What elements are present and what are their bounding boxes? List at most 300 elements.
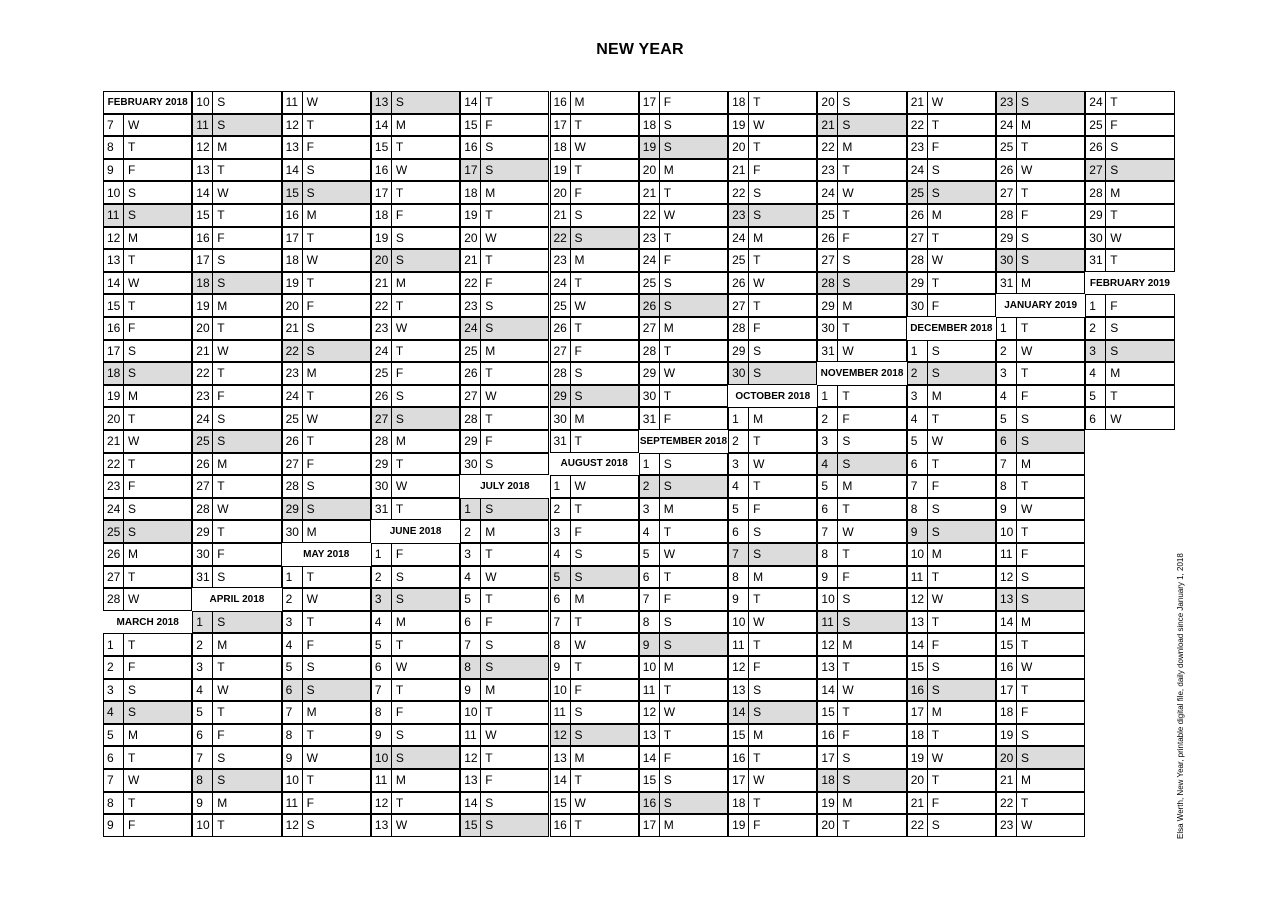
weekday-letter: S [395,95,404,110]
weekday-letter: W [128,117,140,132]
day-number: 2 [551,499,571,520]
weekday-letter: S [128,524,137,539]
day-number: 23 [818,160,838,181]
weekday-letter: F [931,479,940,494]
day-row [639,227,728,250]
day-row [996,91,1085,114]
day-row [460,498,549,521]
weekday-letter: S [306,682,315,697]
day-number: 24 [908,160,928,181]
weekday-letter: M [485,682,496,697]
day-number: 19 [640,137,660,158]
weekday-letter: W [306,750,318,765]
day-number: 21 [193,341,213,362]
day-number: 9 [283,747,303,768]
day-number: 22 [908,115,928,136]
day-number: 1 [997,318,1017,339]
month-header: SEPTEMBER 2018 [639,435,728,447]
weekday-letter: S [395,592,404,607]
day-row [639,204,728,227]
day-row [371,340,460,363]
day-row [728,633,817,656]
day-row [639,317,728,340]
day-number: 14 [104,273,124,294]
weekday-letter: S [395,253,404,268]
day-row [1085,227,1174,250]
day-number: 16 [283,205,303,226]
day-number: 29 [729,341,749,362]
day-row [282,679,371,702]
weekday-letter: W [842,185,854,200]
day-number: 7 [729,544,749,565]
weekday-letter: T [128,637,136,652]
day-number: 15 [551,793,571,814]
day-row [1085,204,1174,227]
weekday-letter: S [217,569,226,584]
day-row [282,91,371,114]
day-number: 7 [908,476,928,497]
day-number: 30 [372,476,392,497]
day-number: 4 [283,634,303,655]
month-header: MARCH 2018 [116,616,179,628]
weekday-letter: T [1110,208,1118,223]
weekday-letter: M [663,321,674,336]
weekday-letter: T [574,615,582,630]
day-number: 22 [729,182,749,203]
weekday-letter: W [842,682,854,697]
day-row [103,633,192,656]
weekday-letter: S [485,456,494,471]
day-number: 27 [193,476,213,497]
weekday-letter: T [485,95,493,110]
day-number: 31 [640,408,660,429]
weekday-letter: M [931,208,942,223]
weekday-letter: F [217,728,225,743]
weekday-letter: F [753,502,761,517]
day-row [639,294,728,317]
day-number: 29 [640,363,660,384]
weekday-letter: M [217,795,228,810]
day-number: 29 [193,521,213,542]
weekday-letter: M [395,276,406,291]
weekday-letter: T [753,637,761,652]
day-row [282,475,371,498]
day-row [460,633,549,656]
day-row [192,520,281,543]
weekday-letter: M [217,298,228,313]
weekday-letter: M [217,140,228,155]
day-row [282,181,371,204]
day-row [728,159,817,182]
day-row [817,159,906,182]
weekday-letter: W [931,750,944,765]
day-number: 6 [283,680,303,701]
day-row [996,792,1085,815]
day-row [996,701,1085,724]
day-number: 10 [193,92,213,113]
day-row [192,633,281,656]
day-number: 20 [640,160,660,181]
weekday-letter: M [753,230,764,245]
day-number: 13 [997,589,1017,610]
day-number: 9 [372,725,392,746]
weekday-letter: M [842,140,853,155]
weekday-letter: W [128,773,140,788]
day-row [639,792,728,815]
day-number: 28 [818,273,838,294]
day-number: 20 [372,250,392,271]
day-row [907,453,996,476]
day-number: 10 [193,815,213,836]
day-number: 18 [908,725,928,746]
day-number: 9 [729,589,749,610]
day-row [817,249,906,272]
day-number: 11 [908,567,928,588]
day-row [371,498,460,521]
day-number: 15 [997,634,1017,655]
day-row [907,769,996,792]
day-row [192,317,281,340]
weekday-letter: T [842,818,850,833]
day-row [282,611,371,634]
weekday-letter: F [753,163,761,178]
day-row [460,520,549,543]
day-number: 6 [104,747,124,768]
day-number: 14 [640,747,660,768]
day-row [639,543,728,566]
weekday-letter: F [663,411,672,426]
weekday-letter: F [217,547,225,562]
day-number: 10 [551,680,571,701]
day-number: 24 [729,228,749,249]
weekday-letter: S [306,321,315,336]
day-number: 20 [283,295,303,316]
day-row [103,543,192,566]
day-row [192,181,281,204]
weekday-letter: S [485,818,494,833]
weekday-letter: S [663,276,672,291]
weekday-letter: T [931,276,940,291]
weekday-letter: S [753,705,762,720]
day-number: 26 [104,544,124,565]
weekday-letter: W [395,163,408,178]
day-number: 28 [997,205,1017,226]
day-number: 26 [283,431,303,452]
day-row [817,520,906,543]
day-row [728,679,817,702]
day-number: 15 [104,295,124,316]
day-row [371,543,460,566]
weekday-letter: W [485,728,497,743]
day-row [460,249,549,272]
day-number: 4 [997,386,1017,407]
day-number: 17 [997,680,1017,701]
day-number: 28 [372,431,392,452]
day-row [103,498,192,521]
day-row [460,769,549,792]
weekday-letter: T [842,389,850,404]
weekday-letter: M [395,434,406,449]
day-row [817,724,906,747]
day-number: 23 [997,815,1017,836]
weekday-letter: M [842,795,853,810]
day-number: 6 [640,567,660,588]
weekday-letter: T [128,253,136,268]
day-row [550,633,639,656]
weekday-letter: S [931,524,940,539]
weekday-letter: F [1110,117,1118,132]
day-number: 21 [908,92,928,113]
day-row [817,746,906,769]
day-number: 18 [729,92,749,113]
day-number: 22 [997,793,1017,814]
page-title: NEW YEAR [596,41,684,58]
weekday-letter: T [306,117,314,132]
weekday-letter: T [753,253,761,268]
weekday-letter: T [395,637,404,652]
day-number: 30 [193,544,213,565]
day-row [728,249,817,272]
day-row [817,385,906,408]
weekday-letter: T [663,343,672,358]
day-number: 23 [283,363,303,384]
weekday-letter: M [753,411,764,426]
day-row [550,159,639,182]
day-number: 28 [283,476,303,497]
day-number: 26 [818,228,838,249]
day-number: 6 [372,657,392,678]
day-row [907,633,996,656]
day-row [282,724,371,747]
weekday-letter: T [395,456,404,471]
day-row [192,385,281,408]
day-row [996,385,1085,408]
day-number: 10 [104,182,124,203]
day-number: 17 [818,747,838,768]
day-row [550,566,639,589]
day-number: 26 [461,363,481,384]
day-row [728,340,817,363]
weekday-letter: S [485,298,494,313]
weekday-letter: F [485,434,493,449]
day-row [996,475,1085,498]
day-number: 20 [461,228,481,249]
weekday-letter: M [574,411,585,426]
day-number: 21 [461,250,481,271]
day-number: 23 [729,205,749,226]
day-row [550,769,639,792]
weekday-letter: T [128,750,136,765]
day-number: 24 [818,182,838,203]
weekday-letter: M [306,208,317,223]
day-row [192,701,281,724]
weekday-letter: S [1021,95,1030,110]
weekday-letter: F [663,750,672,765]
day-row [460,181,549,204]
weekday-letter: T [931,456,940,471]
weekday-letter: S [753,185,762,200]
day-number: 26 [908,205,928,226]
day-number: 9 [997,499,1017,520]
day-number: 5 [997,408,1017,429]
weekday-letter: W [574,637,586,652]
day-row [371,181,460,204]
day-row [996,181,1085,204]
day-number: 26 [997,160,1017,181]
day-row [371,272,460,295]
day-number: 29 [551,386,571,407]
day-row [371,814,460,837]
day-row [817,317,906,340]
day-row [817,679,906,702]
weekday-letter: W [128,276,140,291]
weekday-letter: W [395,818,408,833]
day-number: 21 [372,273,392,294]
day-row [639,340,728,363]
day-number: 5 [640,544,660,565]
weekday-letter: T [128,569,136,584]
weekday-letter: S [217,95,226,110]
weekday-letter: W [931,95,944,110]
day-row [103,272,192,295]
weekday-letter: M [1021,773,1031,788]
weekday-letter: S [485,795,494,810]
day-number: 18 [461,182,481,203]
weekday-letter: W [574,795,586,810]
month-header: OCTOBER 2018 [735,390,811,402]
weekday-letter: S [753,547,762,562]
weekday-letter: W [842,343,854,358]
weekday-letter: S [574,705,583,720]
day-number: 11 [283,793,303,814]
weekday-letter: T [395,140,404,155]
day-number: 5 [104,725,124,746]
day-row [460,294,549,317]
day-number: 29 [818,295,838,316]
month-header: AUGUST 2018 [560,458,628,470]
weekday-letter: T [485,547,493,562]
weekday-letter: T [842,547,850,562]
weekday-letter: T [395,795,404,810]
day-row [907,543,996,566]
weekday-letter: S [128,343,137,358]
weekday-letter: T [842,163,850,178]
day-number: 19 [104,386,124,407]
weekday-letter: T [306,276,314,291]
day-row [550,362,639,385]
weekday-letter: F [306,795,314,810]
day-number: 22 [640,205,660,226]
weekday-letter: F [395,208,404,223]
day-number: 4 [1086,363,1106,384]
weekday-letter: T [574,117,582,132]
day-number: 16 [640,793,660,814]
day-number: 17 [551,115,571,136]
day-number: 27 [461,386,481,407]
weekday-letter: S [663,140,672,155]
day-number: 30 [818,318,838,339]
day-number: 28 [729,318,749,339]
day-row [1085,362,1174,385]
weekday-letter: S [931,502,940,517]
day-number: 15 [193,205,213,226]
weekday-letter: S [1021,411,1030,426]
weekday-letter: M [395,773,406,788]
day-row [550,227,639,250]
day-number: 17 [640,815,660,836]
month-header: FEBRUARY 2019 [1089,277,1170,289]
day-row [282,633,371,656]
weekday-letter: W [574,298,586,313]
day-number: 6 [551,589,571,610]
day-number: 18 [997,702,1017,723]
weekday-letter: T [842,502,850,517]
day-number: 18 [193,273,213,294]
weekday-letter: F [306,298,314,313]
day-row [639,656,728,679]
day-row [996,498,1085,521]
weekday-letter: T [128,795,136,810]
day-row [550,272,639,295]
day-number: 11 [372,770,392,791]
day-row [907,746,996,769]
day-row [728,769,817,792]
weekday-letter: W [931,434,944,449]
day-number: 25 [729,250,749,271]
day-number: 21 [283,318,303,339]
day-number: 6 [997,431,1017,452]
day-row [996,204,1085,227]
weekday-letter: S [395,750,404,765]
day-number: 9 [104,160,124,181]
weekday-letter: M [306,366,317,381]
day-row [550,814,639,837]
day-row [460,204,549,227]
day-row [728,453,817,476]
day-row [371,611,460,634]
day-row [907,204,996,227]
weekday-letter: S [574,366,583,381]
day-row [728,656,817,679]
weekday-letter: S [931,682,940,697]
day-row [192,543,281,566]
day-number: 4 [372,612,392,633]
weekday-letter: S [395,389,404,404]
day-number: 4 [908,408,928,429]
weekday-letter: T [217,163,225,178]
day-number: 16 [372,160,392,181]
weekday-letter: T [842,321,850,336]
day-row [192,566,281,589]
day-row [550,520,639,543]
weekday-letter: S [842,117,851,132]
day-number: 27 [818,250,838,271]
weekday-letter: F [128,321,136,336]
weekday-letter: F [931,795,940,810]
weekday-letter: M [217,456,228,471]
day-row [728,611,817,634]
weekday-letter: F [128,818,136,833]
day-row [103,136,192,159]
day-number: 25 [640,273,660,294]
weekday-letter: W [395,479,408,494]
weekday-letter: S [931,185,940,200]
day-number: 8 [372,702,392,723]
day-number: 24 [461,318,481,339]
day-row [282,588,371,611]
weekday-letter: T [485,705,493,720]
weekday-letter: T [306,569,314,584]
